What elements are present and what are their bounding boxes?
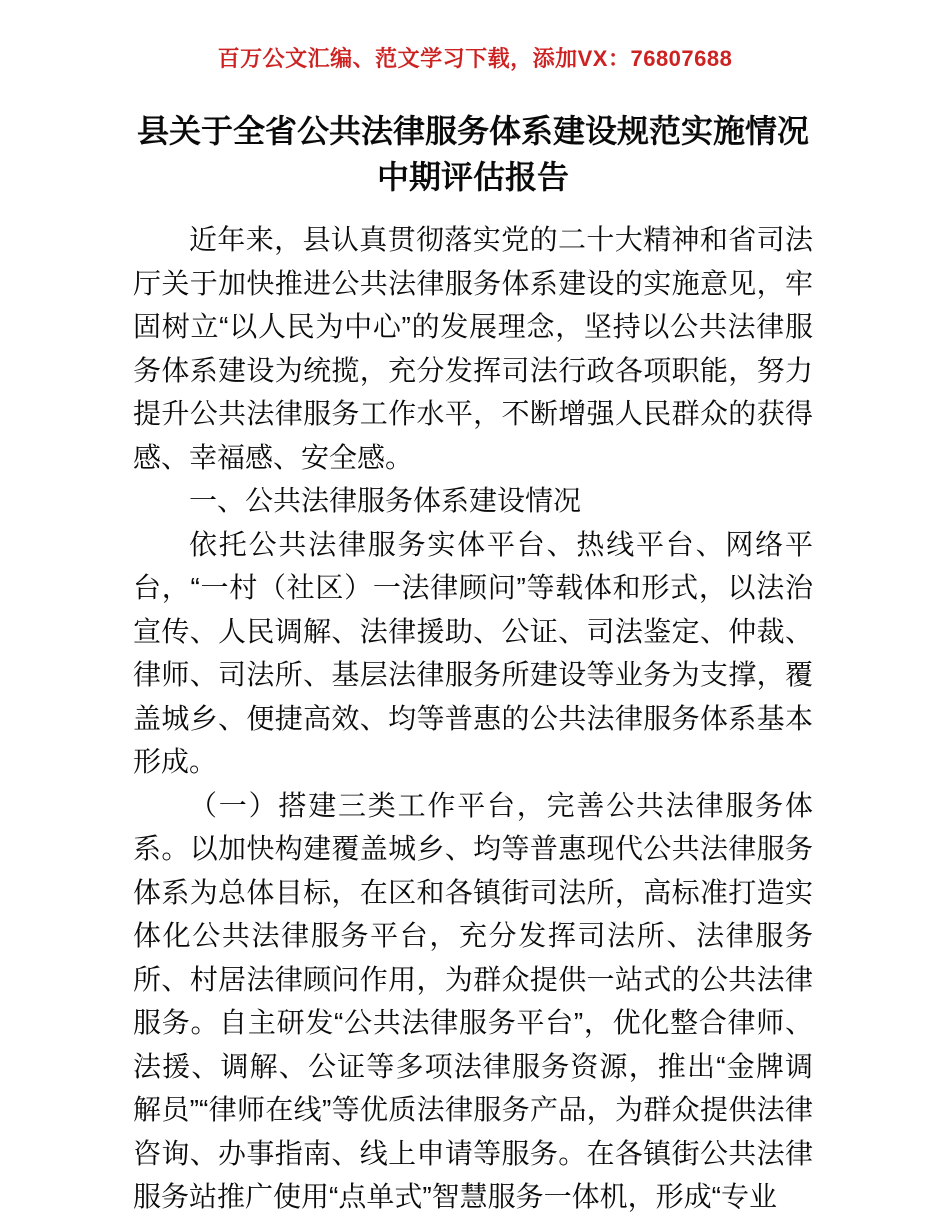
section-heading-1: 一、公共法律服务体系建设情况 — [189, 485, 582, 516]
body-paragraph-1: 近年来，县认真贯彻落实党的二十大精神和省司法厅关于加快推进公共法律服务体系建设的实施意见，牢固树立“以人民为中心”的发展理念，坚持以公共法律服务体系建设为统揽，充分发挥司法行政各项职能，努力提升公共法律服务工作水平，不断增强人民群众的获得感、幸福感、安全感。 — [133, 224, 813, 473]
title-spacer — [133, 200, 813, 218]
document-text-column — [133, 108, 813, 1219]
body-paragraph-2: 依托公共法律服务实体平台、热线平台、网络平台，“一村（社区）一法律顾问”等载体和形式，以法治宣传、人民调解、法律援助、公证、司法鉴定、仲裁、律师、司法所、基层法律服务所建设等业务为支撑，覆盖城乡、便捷高效、均等普惠的公共法律服务体系基本形成。 — [133, 528, 813, 777]
body-paragraph-3: （一）搭建三类工作平台，完善公共法律服务体系。以加快构建覆盖城乡、均等普惠现代公共法律服务体系为总体目标，在区和各镇街司法所，高标准打造实体化公共法律服务平台，充分发挥司法所、法律服务所、村居法律顾问作用，为群众提供一站式的公共法律服务。自主研发“公共法律服务平台”，优化整合律师、法援、调解、公证等多项法律服务资源，推出“金牌调解员”“律师在线”等优质法律服务产品，为群众提供法律咨询、办事指南、线上申请等服务。在各镇街公共法律服务站推广使用“点单式”智慧服务一体机，形成“专业 — [133, 789, 813, 1212]
document-title: 县关于全省公共法律服务体系建设规范实施情况中期评估报告 — [136, 113, 809, 195]
promo-header-text: 百万公文汇编、范文学习下载，添加VX：76807688 — [217, 46, 733, 71]
promo-header-bar — [0, 48, 950, 70]
